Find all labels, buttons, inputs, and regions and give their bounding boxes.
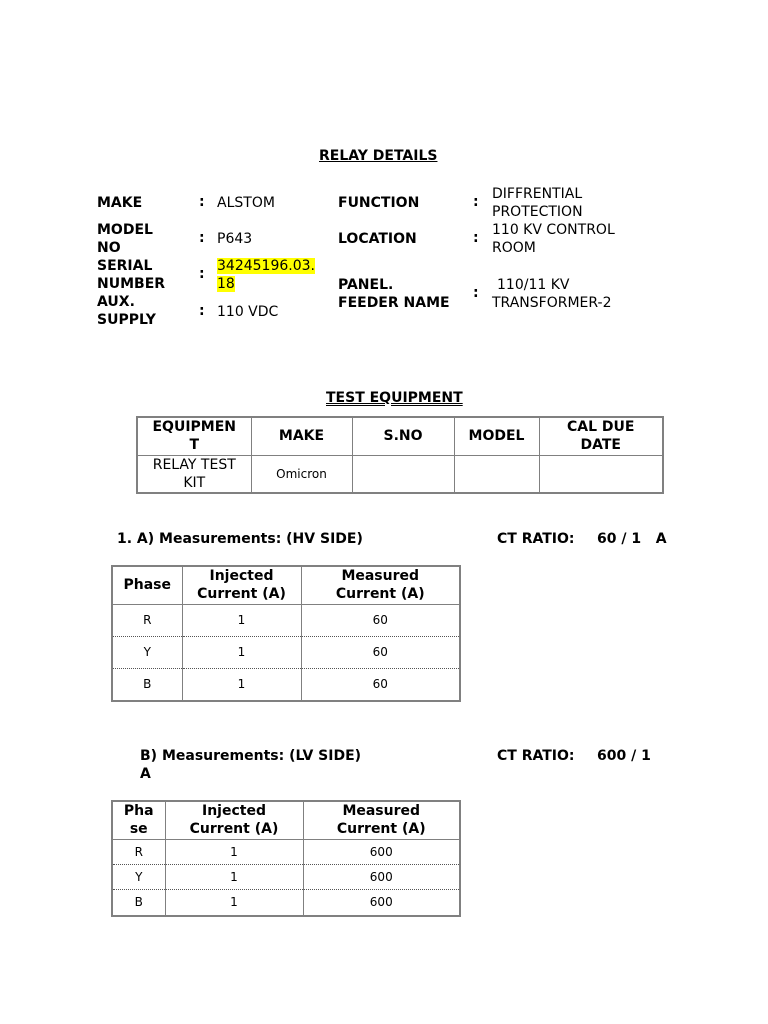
aux-supply-label [97,293,156,329]
lv-measurements-heading [140,747,361,783]
hv-header-measured: Measured Current (A) [301,566,460,604]
make-value: ALSTOM [217,195,275,211]
hv-injected-cell: 1 [182,636,301,668]
panel-value [492,276,612,312]
location-value [492,221,615,257]
serial-label-line2: NUMBER [97,276,166,292]
hv-header-injected: Injected Current (A) [182,566,301,604]
panel-label-line2: FEEDER NAME [338,295,450,311]
hv-ct-ratio-value: 60 / 1 A [597,531,667,547]
lv-measured-cell: 600 [303,839,460,864]
serial-label-line1: SERIAL [97,258,153,274]
hv-header-phase: Phase [112,566,182,604]
lv-injected-cell: 1 [165,839,303,864]
hv-ct-ratio-label: CT RATIO: [497,531,575,547]
function-colon: : [473,194,479,210]
test-equipment-title: TEST EQUIPMENT [326,390,463,406]
serial-colon: : [199,266,205,282]
lv-measurement-table [111,800,461,917]
panel-value-line1: 110/11 KV [497,277,570,293]
make-label: MAKE [97,195,143,211]
hv-injected-cell: 1 [182,604,301,636]
lv-header-phase: Pha se [112,801,165,839]
lv-measured-cell: 600 [303,864,460,889]
hv-header-row [112,566,460,604]
model-label [97,221,153,257]
location-value-line1: 110 KV CONTROL [492,222,615,238]
hv-measured-cell: 60 [301,668,460,701]
function-value [492,185,583,221]
function-label: FUNCTION [338,195,420,211]
header-cal-due-date: CAL DUE DATE [539,417,663,455]
aux-label-line1: AUX. [97,294,135,310]
location-value-line2: ROOM [492,240,536,256]
table-row [112,604,460,636]
header-sno: S.NO [352,417,454,455]
lv-injected-cell: 1 [165,864,303,889]
serial-value-line2: 18 [217,276,235,292]
model-colon: : [199,230,205,246]
hv-measured-cell: 60 [301,636,460,668]
hv-phase-cell: R [112,604,182,636]
cell-make: Omicron [251,455,352,493]
cell-model [454,455,539,493]
serial-label [97,257,165,293]
hv-phase-cell: Y [112,636,182,668]
hv-measurements-heading: 1. A) Measurements: (HV SIDE) [117,531,363,547]
aux-colon: : [199,303,205,319]
lv-heading-line1: B) Measurements: (LV SIDE) [140,748,362,764]
model-label-line2: NO [97,240,121,256]
lv-measured-cell: 600 [303,889,460,916]
lv-injected-cell: 1 [165,889,303,916]
aux-value: 110 VDC [217,304,279,320]
location-label: LOCATION [338,231,417,247]
serial-value-line1: 34245196.03. [217,258,315,274]
hv-measurement-table [111,565,461,702]
cell-sno [352,455,454,493]
lv-header-row [112,801,460,839]
lv-header-measured: Measured Current (A) [303,801,460,839]
lv-phase-cell: R [112,839,165,864]
header-equipment: EQUIPMEN T [137,417,251,455]
table-row [112,636,460,668]
table-row [112,889,460,916]
lv-ct-ratio-value: 600 / 1 [597,748,651,764]
header-model: MODEL [454,417,539,455]
model-value: P643 [217,231,253,247]
make-colon: : [199,194,205,210]
aux-label-line2: SUPPLY [97,312,156,328]
panel-value-line2: TRANSFORMER-2 [492,295,612,311]
panel-colon: : [473,285,479,301]
panel-label-line1: PANEL. [338,277,394,293]
table-row [112,864,460,889]
table-row [112,668,460,701]
equipment-header-row [137,417,663,455]
lv-phase-cell: B [112,889,165,916]
hv-measured-cell: 60 [301,604,460,636]
function-value-line2: PROTECTION [492,204,583,220]
panel-feeder-label [338,276,450,312]
table-row [112,839,460,864]
serial-value [217,257,315,293]
lv-ct-ratio-label: CT RATIO: [497,748,575,764]
function-value-line1: DIFFRENTIAL [492,186,583,202]
lv-phase-cell: Y [112,864,165,889]
location-colon: : [473,230,479,246]
hv-phase-cell: B [112,668,182,701]
cell-cal-due [539,455,663,493]
hv-injected-cell: 1 [182,668,301,701]
lv-header-injected: Injected Current (A) [165,801,303,839]
relay-details-title: RELAY DETAILS [319,148,438,164]
test-equipment-table [136,416,664,494]
cell-equipment: RELAY TEST KIT [137,455,251,493]
model-label-line1: MODEL [97,222,153,238]
table-row [137,455,663,493]
header-make: MAKE [251,417,352,455]
lv-heading-line2: A [140,766,151,782]
